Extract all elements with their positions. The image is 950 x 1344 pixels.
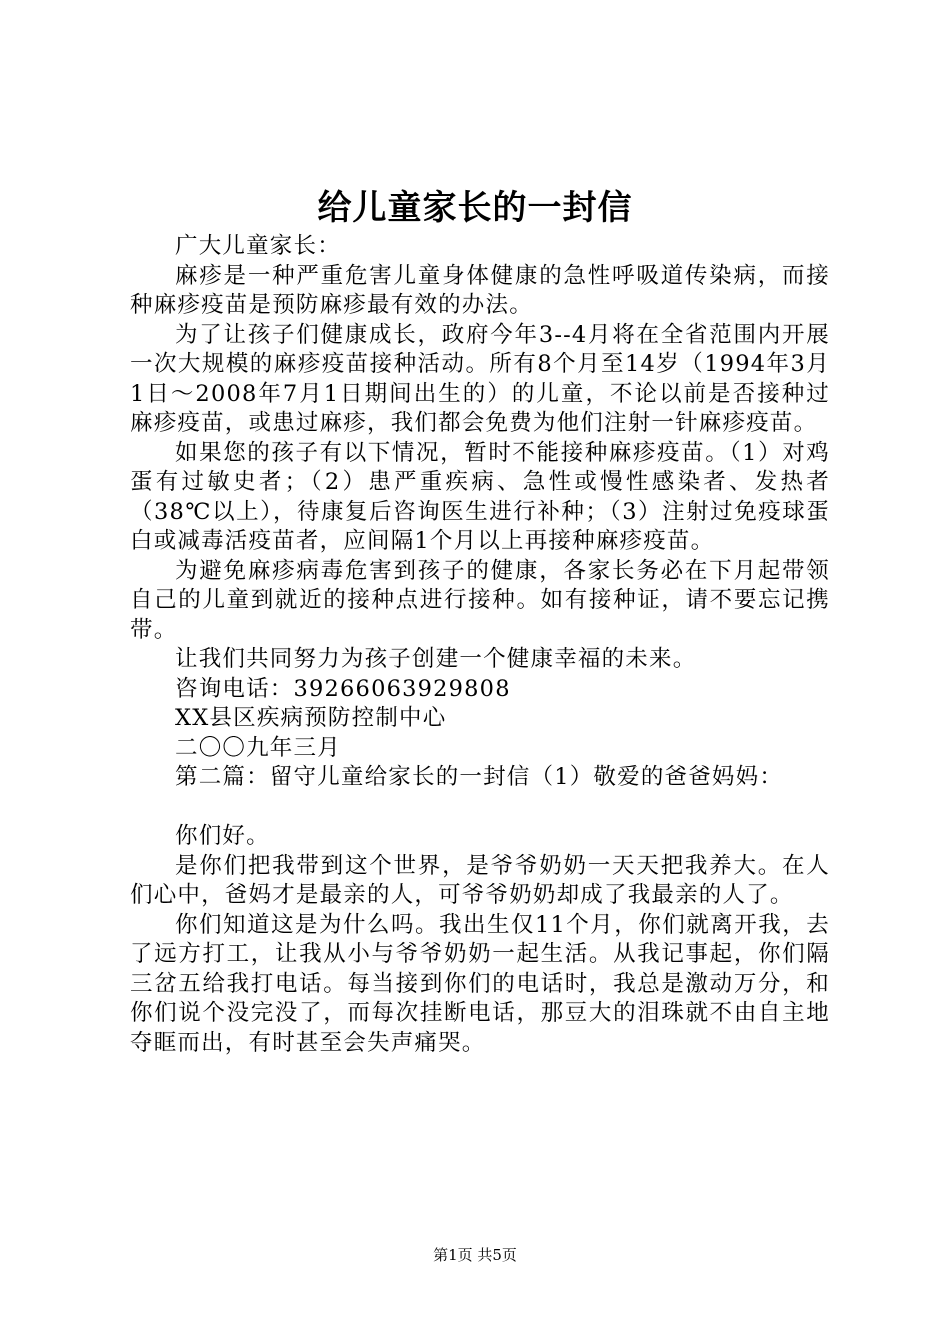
paragraph-parent-instructions: 为避免麻疹病毒危害到孩子的健康，各家长务必在下月起带领自己的儿童到就近的接种点进行接种。如有接种证，请不要忘记携带。: [130, 557, 830, 643]
paragraph-contraindications: 如果您的孩子有以下情况，暂时不能接种麻疹疫苗。（1）对鸡蛋有过敏史者；（2）患严重疾病、急性或慢性感染者、发热者（38℃以上），待康复后咨询医生进行补种；（3）注射过免疫球蛋白或减毒活疫苗者，应间隔1个月以上再接种麻疹疫苗。: [130, 439, 830, 554]
salutation: 广大儿童家长：: [175, 233, 341, 259]
consult-phone: 咨询电话：39266063929808: [175, 675, 511, 702]
document-body: [130, 232, 830, 1058]
greeting: 你们好。: [175, 823, 270, 849]
second-article-heading: 第二篇：留守儿童给家长的一封信（1）敬爱的爸爸妈妈：: [175, 764, 784, 790]
page-number-footer: 第1页 共5页: [433, 1246, 517, 1264]
paragraph-closing: 让我们共同努力为孩子创建一个健康幸福的未来。: [175, 646, 697, 672]
issuing-organization: XX县区疾病预防控制中心: [175, 705, 447, 731]
paragraph-vaccination-campaign: 为了让孩子们健康成长，政府今年3--4月将在全省范围内开展一次大规模的麻疹疫苗接种活动。所有8个月至14岁（1994年3月1日～2008年7月1日期间出生的）的儿童，不论以前是否接种过麻疹疫苗，或患过麻疹，我们都会免费为他们注射一针麻疹疫苗。: [130, 321, 830, 436]
issue-date: 二〇〇九年三月: [175, 734, 341, 761]
document-title: 给儿童家长的一封信: [317, 188, 633, 228]
paragraph-grandparents: 是你们把我带到这个世界，是爷爷奶奶一天天把我养大。在人们心中，爸妈才是最亲的人，可爷爷奶奶却成了我最亲的人了。: [130, 852, 830, 908]
paragraph-measles-intro: 麻疹是一种严重危害儿童身体健康的急性呼吸道传染病，而接种麻疹疫苗是预防麻疹最有效的办法。: [130, 262, 830, 318]
paragraph-parents-left: 你们知道这是为什么吗。我出生仅11个月，你们就离开我，去了远方打工，让我从小与爷爷奶奶一起生活。从我记事起，你们隔三岔五给我打电话。每当接到你们的电话时，我总是激动万分，和你们说个没完没了，而每次挂断电话，那豆大的泪珠就不由自主地夺眶而出，有时甚至会失声痛哭。: [130, 911, 830, 1056]
